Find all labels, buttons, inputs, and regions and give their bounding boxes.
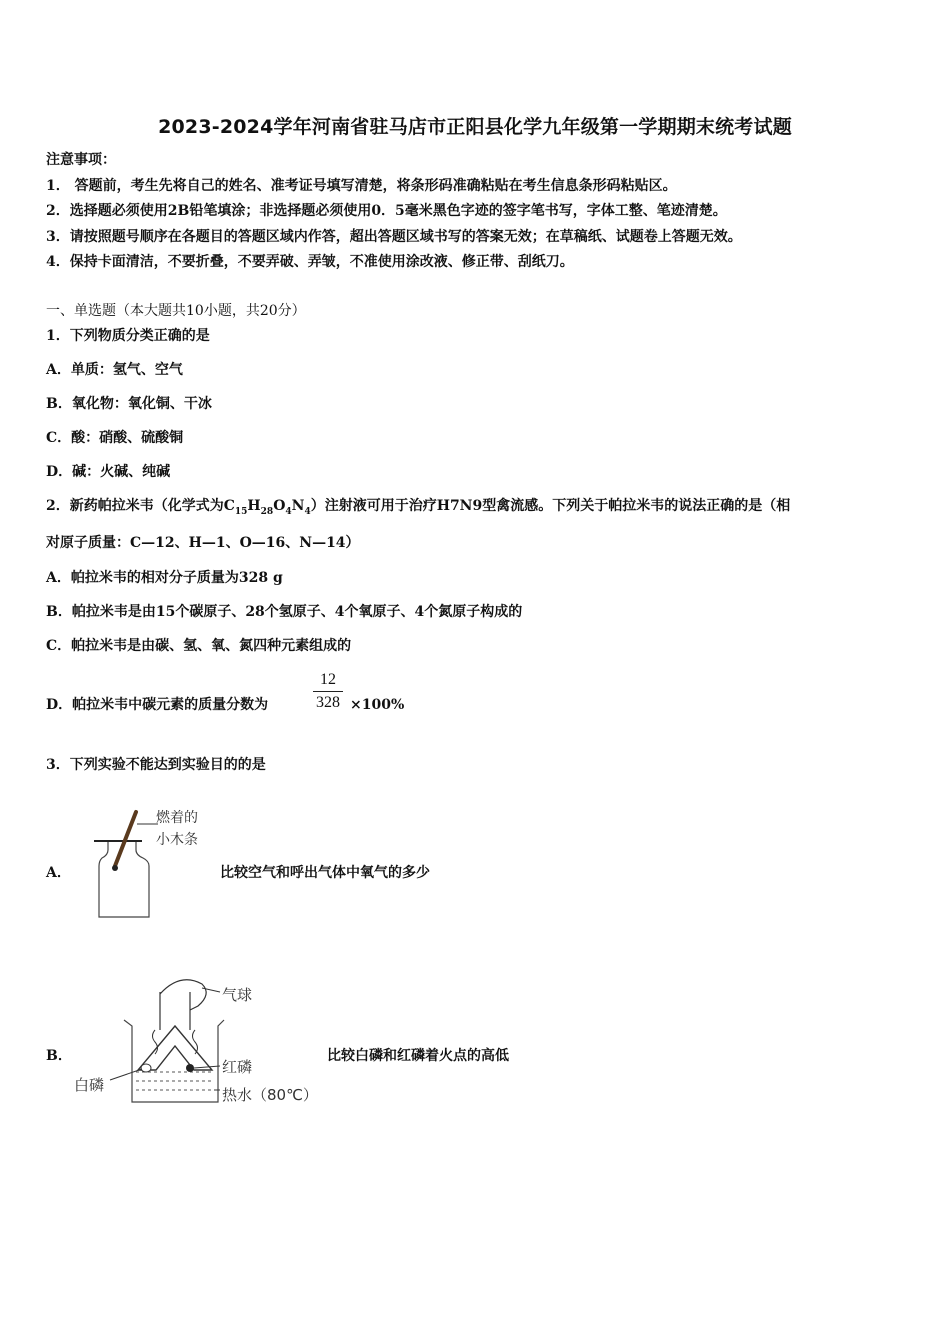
q1-option-c: C．酸：硝酸、硫酸铜 (46, 430, 184, 446)
candle-bottle-diagram (88, 800, 228, 925)
q2-option-a: A．帕拉米韦的相对分子质量为328 g (46, 570, 283, 586)
fraction (313, 670, 343, 713)
q2-option-c: C．帕拉米韦是由碳、氢、氧、氮四种元素组成的 (46, 638, 352, 654)
q2-option-d-suffix: ×100% (350, 697, 405, 713)
q3-stem: 3．下列实验不能达到实验目的的是 (46, 757, 266, 773)
notice-heading: 注意事项： (46, 152, 116, 168)
fraction-bar (313, 691, 343, 692)
q2-stem-line2: 对原子质量：C—12、H—1、O—16、N—14） (46, 535, 360, 551)
label-wood-strip: 小木条 (156, 832, 198, 848)
label-hot-water: 热水（80℃） (222, 1086, 318, 1104)
notice-item-1: 1． 答题前，考生先将自己的姓名、准考证号填写清楚，将条形码准确粘贴在考生信息条形码粘贴区。 (46, 178, 677, 194)
q1-stem: 1．下列物质分类正确的是 (46, 328, 210, 344)
notice-item-2: 2．选择题必须使用2B铅笔填涂；非选择题必须使用0．5毫米黑色字迹的签字笔书写，字体工整、笔迹清楚。 (46, 203, 727, 219)
q2-option-b: B．帕拉米韦是由15个碳原子、28个氢原子、4个氧原子、4个氮原子构成的 (46, 604, 523, 620)
label-white-phosphorus: 白磷 (74, 1076, 105, 1094)
q3-option-b-desc: 比较白磷和红磷着火点的高低 (327, 1048, 509, 1064)
notice-item-3: 3．请按照题号顺序在各题目的答题区域内作答，超出答题区域书写的答案无效；在草稿纸、试题卷上答题无效。 (46, 229, 742, 245)
page-title: 2023-2024学年河南省驻马店市正阳县化学九年级第一学期期末统考试题 (158, 116, 792, 138)
q2-option-d: D．帕拉米韦中碳元素的质量分数为 (46, 697, 269, 713)
q3-option-a-desc: 比较空气和呼出气体中氧气的多少 (220, 865, 430, 881)
q2-stem: 2．新药帕拉米韦（化学式为$C_{15}H_{28}O_4N_4$）注射液可用于治疗H7N9型禽流感。下列关于帕拉米韦的说法正确的是（相 (46, 498, 791, 517)
label-red-phosphorus: 红磷 (222, 1058, 253, 1076)
section-heading: 一、单选题（本大题共10小题，共20分） (46, 303, 306, 319)
label-burning: 燃着的 (156, 810, 198, 826)
notice-item-4: 4．保持卡面清洁，不要折叠，不要弄破、弄皱，不准使用涂改液、修正带、刮纸刀。 (46, 254, 574, 270)
q3-option-b-label: B． (46, 1048, 72, 1064)
label-balloon: 气球 (222, 986, 253, 1004)
q1-option-a: A．单质：氢气、空气 (46, 362, 183, 378)
fraction-numerator: 12 (320, 671, 336, 688)
fraction-denominator: 328 (316, 694, 340, 711)
q1-option-b: B．氧化物：氧化铜、干冰 (46, 396, 212, 412)
q3-option-a-label: A． (46, 865, 71, 881)
beaker-diagram (70, 968, 330, 1108)
q1-option-d: D．碱：火碱、纯碱 (46, 464, 171, 480)
